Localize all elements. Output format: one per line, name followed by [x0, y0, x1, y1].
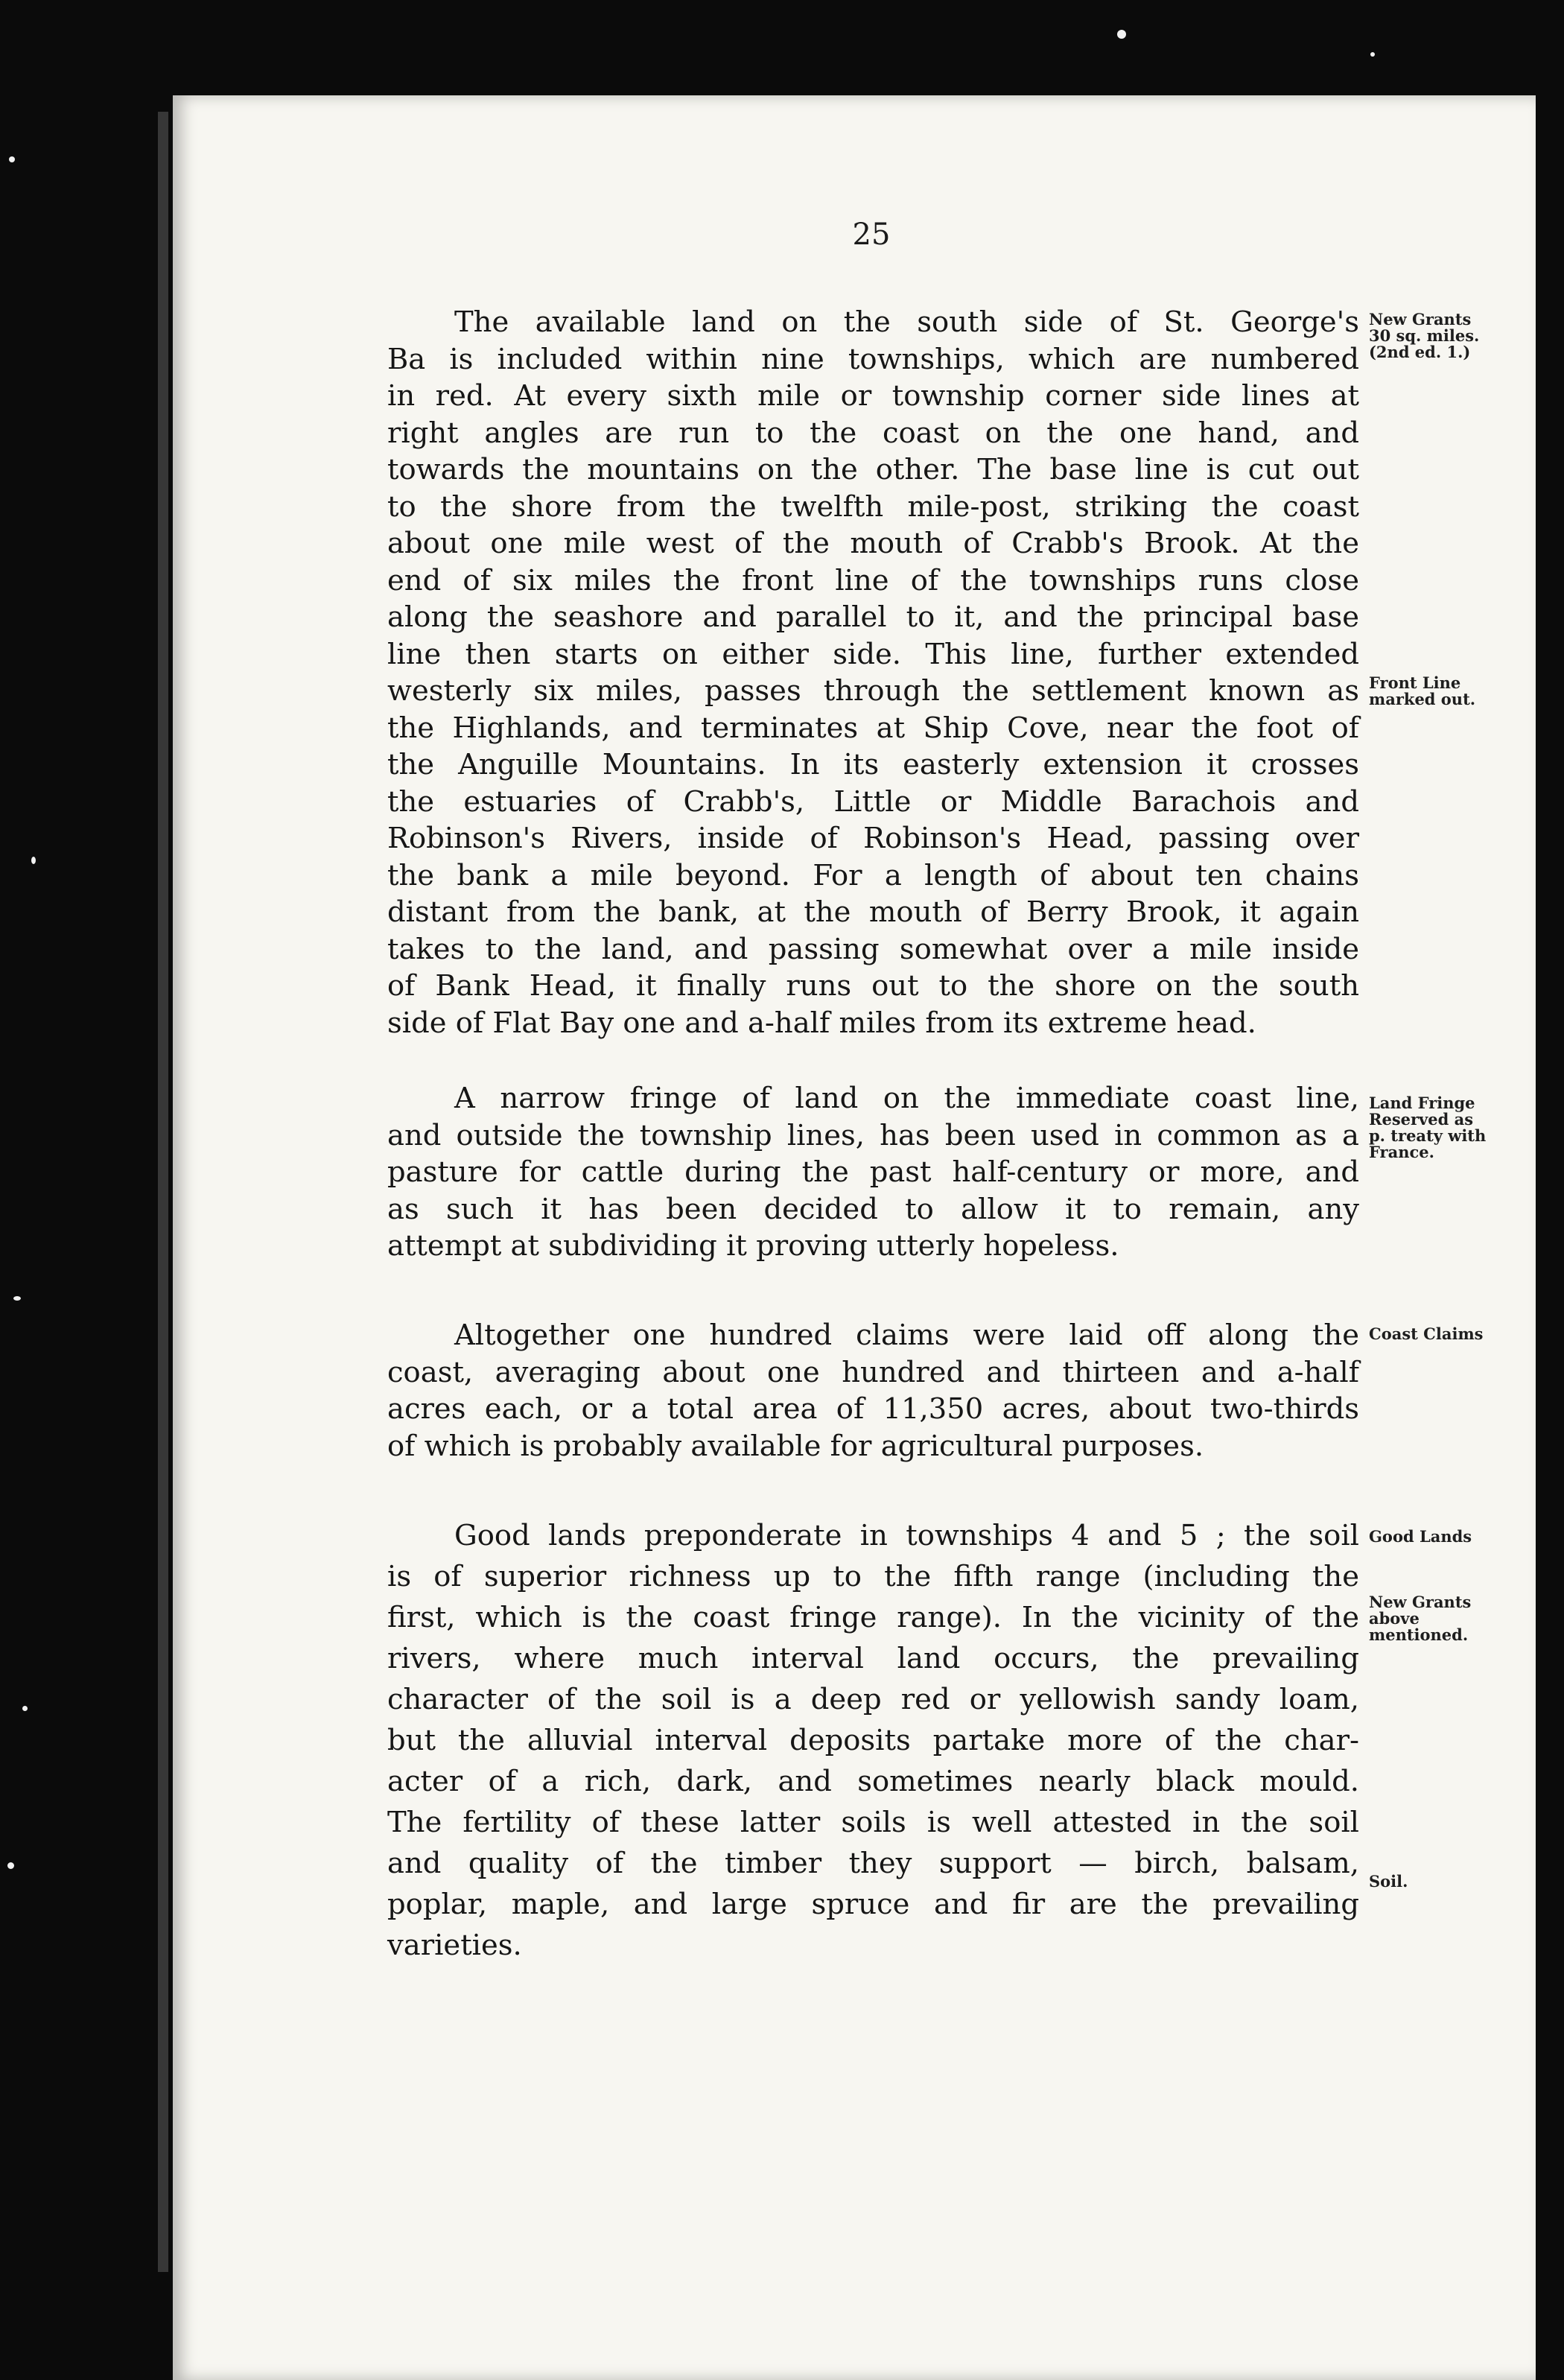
text-line: A narrow fringe of land on the immediate coast line,	[454, 1082, 1359, 1115]
margin-note-new-grants	[1369, 311, 1529, 361]
text-line: Altogether one hundred claims were laid off along the	[454, 1318, 1359, 1352]
note-line: Land Fringe	[1369, 1094, 1475, 1112]
text-line: the Anguille Mountains. In its easterly extension it crosses	[387, 748, 1359, 781]
text-line: is of superior richness up to the fifth range (including the	[387, 1560, 1359, 1593]
paragraph-1	[387, 304, 1359, 1041]
text-line: acres each, or a total area of 11,350 acres, about two-thirds	[387, 1392, 1359, 1426]
note-line: Coast Claims	[1369, 1324, 1484, 1343]
note-line: Good Lands	[1369, 1527, 1472, 1546]
text-line: pasture for cattle during the past half-century or more, and	[387, 1155, 1359, 1189]
text-line: and outside the township lines, has been used in common as a	[387, 1118, 1359, 1152]
text-line: The fertility of these latter soils is well attested in the soil	[387, 1806, 1359, 1839]
page-edge	[158, 112, 168, 2272]
dust-speck	[1117, 30, 1126, 39]
note-line: above	[1369, 1609, 1420, 1628]
margin-note-land-fringe	[1369, 1095, 1529, 1161]
text-line: Ba is included within nine townships, which are numbered	[387, 342, 1359, 376]
margin-note-front-line	[1369, 675, 1529, 708]
text-line: to the shore from the twelfth mile-post, striking the coast	[387, 489, 1359, 524]
text-line: towards the mountains on the other. The base line is cut out	[387, 453, 1359, 486]
note-line: p. treaty with	[1369, 1126, 1487, 1145]
text-line: westerly six miles, passes through the settlement known as	[387, 674, 1359, 708]
note-line: Soil.	[1369, 1872, 1408, 1891]
paragraph-2	[387, 1080, 1359, 1265]
note-line: France.	[1369, 1143, 1434, 1161]
text-line: rivers, where much interval land occurs, the prevailing	[387, 1642, 1359, 1675]
dust-speck	[31, 857, 36, 864]
text-line: of Bank Head, it finally runs out to the shore on the south	[387, 969, 1359, 1003]
text-line: first, which is the coast fringe range). In the vicinity of the	[387, 1601, 1359, 1634]
text-line: coast, averaging about one hundred and thirteen and a-half	[387, 1355, 1359, 1389]
margin-note-new-grants-above	[1369, 1594, 1529, 1643]
note-line: mentioned.	[1369, 1625, 1469, 1644]
text-line: the Highlands, and terminates at Ship Cove, near the foot of	[387, 711, 1359, 745]
text-line: about one mile west of the mouth of Crabb's Brook. At the	[387, 527, 1359, 560]
text-line: takes to the land, and passing somewhat over a mile inside	[387, 932, 1359, 966]
text-line: acter of a rich, dark, and sometimes nearly black mould.	[387, 1765, 1359, 1798]
text-line: the bank a mile beyond. For a length of about ten chains	[387, 858, 1359, 892]
text-line: end of six miles the front line of the townships runs close	[387, 563, 1359, 597]
text-line: Robinson's Rivers, inside of Robinson's Head, passing over	[387, 822, 1359, 855]
text-line: the estuaries of Crabb's, Little or Middle Barachois and	[387, 784, 1359, 819]
margin-note-good-lands	[1369, 1529, 1529, 1545]
text-line: The available land on the south side of St. George's	[454, 305, 1359, 339]
text-line: along the seashore and parallel to it, and the principal base	[387, 600, 1359, 634]
text-line: of which is probably available for agricultural purposes.	[387, 1429, 1204, 1463]
margin-note-soil	[1369, 1873, 1529, 1890]
note-line: (2nd ed. 1.)	[1369, 343, 1471, 361]
margin-note-coast-claims	[1369, 1326, 1529, 1342]
dust-speck	[9, 156, 15, 162]
text-line: poplar, maple, and large spruce and fir are the prevailing	[387, 1888, 1359, 1921]
text-line: Good lands preponderate in townships 4 and 5 ; the soil	[454, 1519, 1359, 1552]
text-line: but the alluvial interval deposits partake more of the char-	[387, 1724, 1359, 1757]
note-line: 30 sq. miles.	[1369, 326, 1480, 345]
text-line: line then starts on either side. This line, further extended	[387, 637, 1359, 671]
text-line: attempt at subdividing it proving utterly hopeless.	[387, 1229, 1119, 1263]
text-line: distant from the bank, at the mouth of Berry Brook, it again	[387, 895, 1359, 929]
dust-speck	[1370, 52, 1375, 57]
note-line: marked out.	[1369, 690, 1476, 708]
text-line: side of Flat Bay one and a-half miles from its extreme head.	[387, 1006, 1256, 1040]
page-number: 25	[852, 218, 891, 252]
text-line: varieties.	[387, 1929, 522, 1962]
text-line: right angles are run to the coast on the one hand, and	[387, 416, 1359, 450]
text-line: and quality of the timber they support — birch, balsam,	[387, 1847, 1359, 1880]
text-line: as such it has been decided to allow it to remain, any	[387, 1192, 1359, 1226]
paragraph-4	[387, 1515, 1359, 1966]
note-line: New Grants	[1369, 1593, 1472, 1611]
paragraph-3	[387, 1317, 1359, 1465]
dust-speck	[13, 1296, 21, 1301]
dust-speck	[22, 1706, 28, 1711]
note-line: Reserved as	[1369, 1110, 1474, 1129]
text-line: in red. At every sixth mile or township corner side lines at	[387, 379, 1359, 413]
note-line: Front Line	[1369, 673, 1461, 692]
note-line: New Grants	[1369, 310, 1472, 329]
dust-speck	[7, 1862, 14, 1869]
text-line: character of the soil is a deep red or yellowish sandy loam,	[387, 1683, 1359, 1716]
